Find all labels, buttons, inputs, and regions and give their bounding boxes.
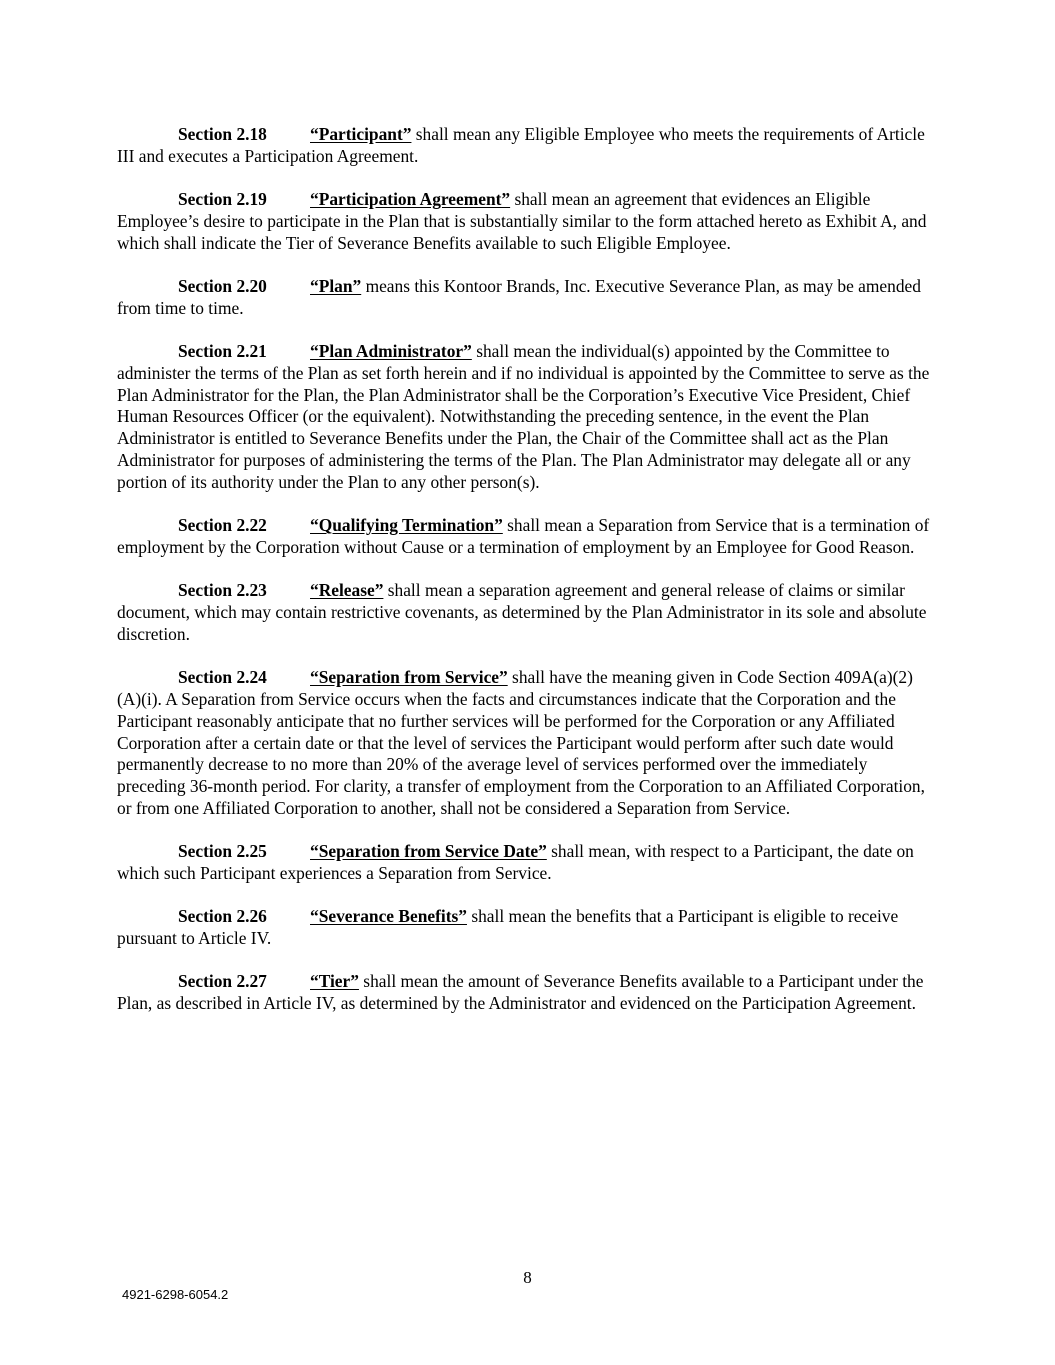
section-text: means this Kontoor Brands, Inc. Executive Severance Plan, as may be amended from time to time. [117,275,921,318]
section-text: shall mean the individual(s) appointed by the Committee to administer the terms of the Plan as set forth herein and if no individual is appointed by the Committee to serve as the Plan Administrator for the Plan, the Plan Administrator shall be the Corporation’s Executive Vice President, Chief Human Resources Officer (or the equivalent). Notwithstanding the preceding sentence, in the event the Plan Administrator is entitled to Severance Benefits under the Plan, the Chair of the Committee shall act as the Plan Administrator for purposes of administering the terms of the Plan. The Plan Administrator may delegate all or any portion of its authority under the Plan to any other person(s). [117,341,930,492]
defined-term: “Participation Agreement” [310,189,511,210]
defined-term: “Severance Benefits” [310,906,467,927]
section-number: Section 2.27 [178,971,267,992]
section-2-26 [117,906,932,950]
section-number: Section 2.20 [178,275,267,296]
section-number: Section 2.25 [178,841,267,862]
defined-term: “Separation from Service” [310,667,508,688]
section-number: Section 2.18 [178,124,267,144]
section-2-23 [117,580,932,645]
defined-term: “Separation from Service Date” [310,841,547,862]
section-2-20 [117,276,932,320]
section-text: shall mean an agreement that evidences an Eligible Employee’s desire to participate in the Plan that is substantially similar to the form attached hereto as Exhibit A, and which shall indicate the Tier of Severance Benefits available to such Eligible Employee. [117,189,927,253]
section-2-18 [117,124,932,168]
section-text: shall mean a Separation from Service that is a termination of employment by the Corporation without Cause or a termination of employment by an Employee for Good Reason. [117,515,930,557]
section-number: Section 2.22 [178,515,267,536]
page-number: 8 [523,1268,532,1287]
document-body [117,124,932,1037]
defined-term: “Qualifying Termination” [310,515,503,536]
defined-term: “Tier” [310,971,359,992]
section-2-21 [117,341,932,494]
section-number: Section 2.26 [178,906,267,927]
section-text: shall mean a separation agreement and general release of claims or similar document, which may contain restrictive covenants, as determined by the Plan Administrator in its sole and absolute discretion. [117,580,927,644]
document-id: 4921-6298-6054.2 [122,1287,229,1302]
section-2-25 [117,841,932,885]
section-text: shall mean any Eligible Employee who meets the requirements of Article III and executes a Participation Agreement. [117,124,925,166]
defined-term: “Participant” [310,124,412,144]
section-number: Section 2.24 [178,667,267,688]
section-number: Section 2.21 [178,341,267,362]
section-text: shall mean, with respect to a Participant, the date on which such Participant experiences a Separation from Service. [117,841,914,884]
defined-term: “Plan” [310,275,362,296]
section-2-19 [117,189,932,254]
section-text: shall mean the amount of Severance Benefits available to a Participant under the Plan, as described in Article IV, as determined by the Administrator and evidenced on the Participation Agreement. [117,971,924,1014]
defined-term: “Release” [310,580,384,601]
section-text: shall mean the benefits that a Participant is eligible to receive pursuant to Article IV. [117,906,899,949]
section-number: Section 2.19 [178,189,267,210]
section-2-24 [117,667,932,820]
section-number: Section 2.23 [178,580,267,601]
section-text: shall have the meaning given in Code Section 409A(a)(2)(A)(i). A Separation from Service occurs when the facts and circumstances indicate that the Corporation and the Participant reasonably anticipate that no further services will be performed for the Corporation or any Affiliated Corporation after a certain date or that the level of services the Participant would perform after such date would permanently decrease to no more than 20% of the average level of services performed over the immediately preceding 36-month period. For clarity, a transfer of employment from the Corporation to an Affiliated Corporation, or from one Affiliated Corporation to another, shall not be considered a Separation from Service. [117,667,925,818]
section-2-27 [117,971,932,1015]
section-2-22 [117,515,932,559]
defined-term: “Plan Administrator” [310,341,472,362]
